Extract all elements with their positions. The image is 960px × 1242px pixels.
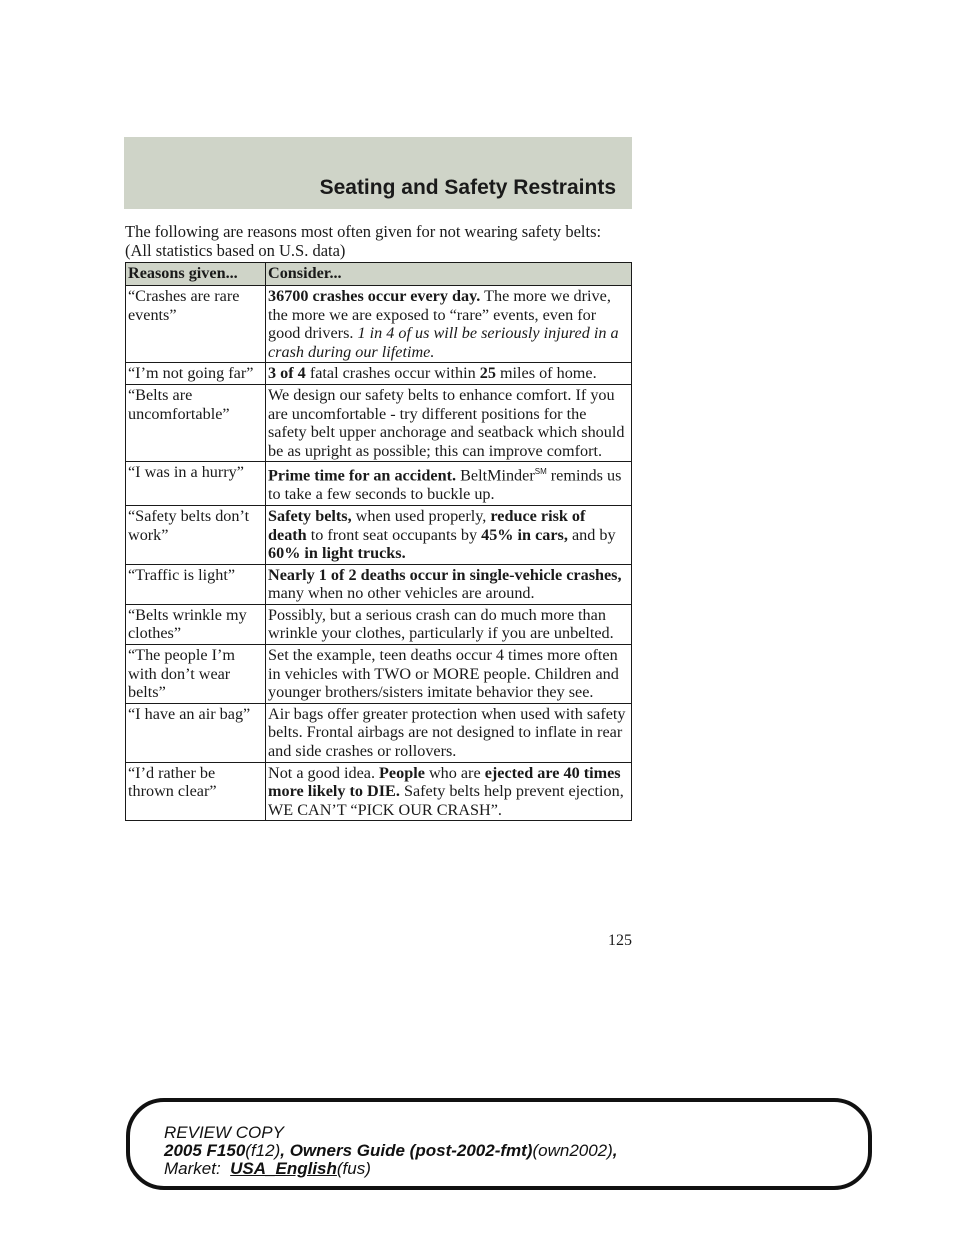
consider-cell [266,762,632,821]
consider-text-segment: 25 [479,364,496,383]
market-code: (fus) [336,1159,371,1178]
consider-text-segment: to front seat occupants by [306,525,482,544]
table-row [126,505,632,564]
market-label: Market: [164,1159,221,1178]
intro-line-1: The following are reasons most often given for not wearing safety belts: [125,222,602,241]
model-line [164,1142,864,1160]
consider-cell [266,564,632,604]
reason-cell: “I’d rather be thrown clear” [126,762,266,821]
consider-cell [266,384,632,461]
consider-text-segment: miles of home. [495,364,597,383]
consider-cell [266,604,632,644]
consider-text-segment: 45% in cars, [481,525,568,544]
consider-cell [266,703,632,762]
table-row [126,286,632,363]
consider-text-segment: Not a good idea. [268,763,380,782]
table-row [126,762,632,821]
market-value: USA_English [230,1159,337,1178]
consider-text-segment: Prime time for an accident. [268,466,457,485]
reason-cell: “I have an air bag” [126,703,266,762]
consider-text-segment: 1 in 4 of us will be seriously injured in a crash during our lifetime. [268,324,619,361]
consider-text-segment: reduce risk of death [268,506,586,544]
intro-line-2: (All statistics based on U.S. data) [125,241,346,260]
review-copy-text [164,1124,864,1178]
section-title: Seating and Safety Restraints [319,176,616,199]
table-row [126,645,632,704]
guide-code: (own2002) [532,1141,613,1160]
consider-text-segment: Nearly 1 of 2 deaths occur in single-vehicle crashes, [268,565,622,584]
consider-text-segment: The more we drive, the more we are exposed to “rare” events, even for good drivers. [268,287,611,343]
table-row [126,363,632,385]
page-number: 125 [608,932,632,949]
reason-cell: “Belts wrinkle my clothes” [126,604,266,644]
reason-cell: “Crashes are rare events” [126,286,266,363]
consider-text-segment: 60% in light trucks. [268,544,406,563]
consider-text-segment: ejected are 40 times more likely to DIE. [268,763,621,801]
consider-text-segment: reminds us to take a few seconds to buckle up. [268,466,622,504]
reason-cell: “Safety belts don’t work” [126,505,266,564]
consider-cell [266,505,632,564]
consider-cell [266,462,632,506]
table-row [126,384,632,461]
model-code: (f12) [245,1141,281,1160]
consider-text-segment: People [379,763,425,782]
consider-text-segment: when used properly, [351,506,491,525]
consider-cell [266,363,632,385]
consider-text-segment: SM [534,467,547,477]
consider-text-segment: Safety belts, [268,506,352,525]
consider-text-segment: Possibly, but a serious crash can do much more than wrinkle your clothes, particularly if you are unbelted. [268,605,614,643]
guide-name: , Owners Guide (post-2002-fmt) [280,1141,533,1160]
header-reasons: Reasons given... [126,263,266,286]
reason-cell: “The people I’m with don’t wear belts” [126,645,266,704]
consider-text-segment: Set the example, teen deaths occur 4 times more often in vehicles with TWO or MORE people. Children and younger brothers/sisters imitate behavior they see. [268,646,619,702]
table-header-row [126,263,632,286]
table-row [126,564,632,604]
header-consider: Consider... [266,263,632,286]
consider-text-segment: We design our safety belts to enhance comfort. If you are uncomfortable - try different positions for the safety belt upper anchorage and seatback which should be as upright as possible; this can improve comfort. [268,385,625,460]
consider-cell [266,286,632,363]
intro-text [125,222,665,260]
reason-cell: “Belts are uncomfortable” [126,384,266,461]
consider-text-segment: Air bags offer greater protection when used with safety belts. Frontal airbags are not designed to inflate in rear and side crashes or rollovers. [268,704,626,761]
consider-text-segment: 36700 crashes occur every day. [268,287,481,305]
table-row [126,462,632,506]
consider-text-segment: Safety belts help prevent ejection, WE CAN’T “PICK OUR CRASH”. [268,782,624,819]
reason-cell: “I was in a hurry” [126,462,266,506]
table-body [126,286,632,821]
consider-text-segment: many when no other vehicles are around. [268,584,535,603]
review-copy-label: REVIEW COPY [164,1123,284,1142]
consider-text-segment: and by [567,525,616,544]
consider-text-segment: who are [424,763,485,782]
consider-text-segment: 3 of 4 [268,364,306,383]
consider-text-segment: BeltMinder [456,466,535,485]
reason-cell: “Traffic is light” [126,564,266,604]
table-row [126,604,632,644]
consider-text-segment: fatal crashes occur within [305,364,480,383]
market-line [164,1160,864,1178]
table-row [126,703,632,762]
reason-cell: “I’m not going far” [126,363,266,385]
reasons-table [125,262,632,821]
model-name: 2005 F150 [164,1141,246,1160]
consider-cell [266,645,632,704]
trailing-comma: , [612,1141,618,1160]
